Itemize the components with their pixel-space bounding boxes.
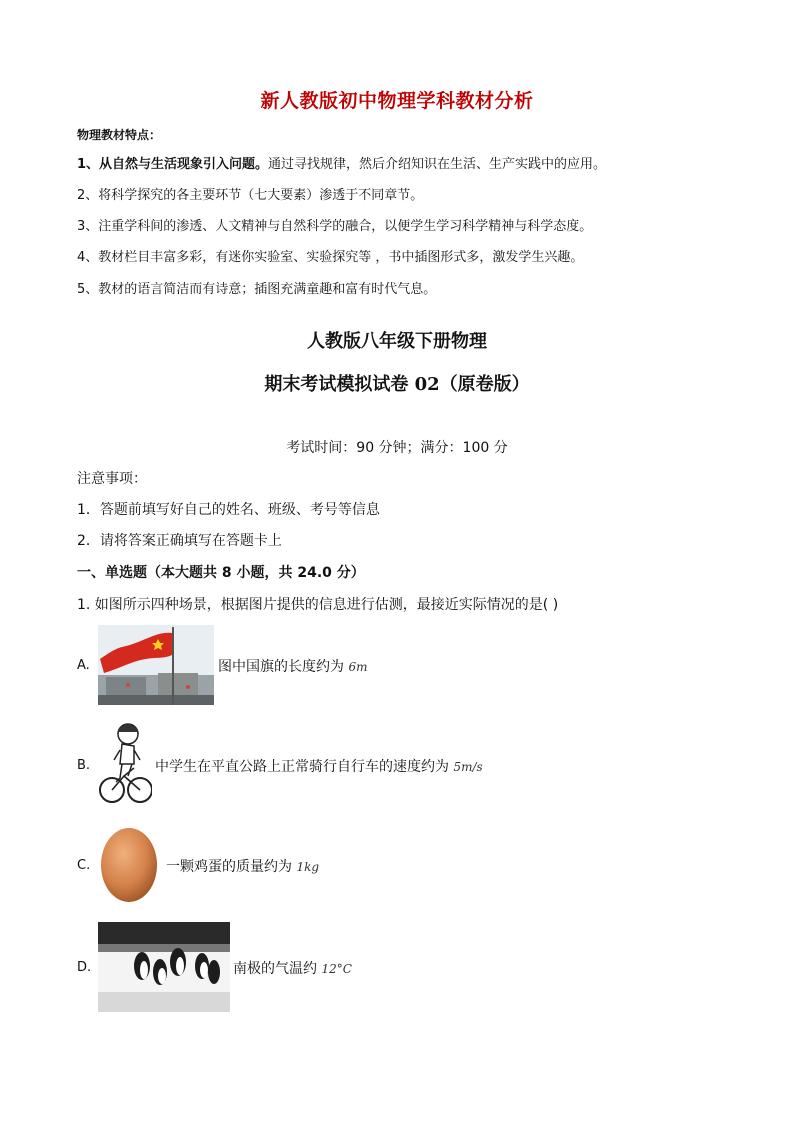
flag-illustration: [98, 625, 214, 705]
option-letter: C.: [77, 858, 91, 873]
feature-item: 2、将科学探究的各主要环节（七大要素）渗透于不同章节。: [77, 188, 424, 203]
feature-item: [77, 157, 606, 173]
option-unit: 5m/s: [453, 760, 483, 774]
option-label: 图中国旗的长度约为: [218, 659, 344, 675]
option-letter: A.: [77, 658, 90, 673]
egg-illustration: [98, 822, 160, 904]
notice-title: 注意事项：: [77, 471, 147, 487]
exam-subtitle: 期末考试模拟试卷 02（原卷版）: [264, 374, 530, 395]
penguins-illustration: [98, 922, 230, 1012]
egg-photo: [98, 822, 160, 904]
exam-title: 人教版八年级下册物理: [307, 331, 487, 352]
section-heading: 一、单选题（本大题共 8 小题，共 24.0 分）: [77, 565, 365, 581]
cyclist-drawing: [98, 720, 152, 806]
notice-item: 2．请将答案正确填写在答题卡上: [77, 533, 282, 549]
option-text: [155, 756, 483, 776]
option-text: [233, 958, 352, 978]
features-title: 物理教材特点：: [77, 128, 162, 142]
feature-lead: 1、从自然与生活现象引入问题。: [77, 157, 269, 172]
option-label: 中学生在平直公路上正常骑行自行车的速度约为: [155, 759, 449, 775]
option-text: [218, 656, 367, 676]
option-letter: D.: [77, 960, 92, 975]
option-label: 南极的气温约: [233, 961, 317, 977]
option-unit: 6m: [348, 660, 368, 674]
option-label: 一颗鸡蛋的质量约为: [166, 859, 292, 875]
feature-item: 3、注重学科间的渗透、人文精神与自然科学的融合，以便学生学习科学精神与科学态度。: [77, 219, 593, 234]
feature-text: 通过寻找规律，然后介绍知识在生活、生产实践中的应用。: [268, 157, 607, 172]
option-letter: B.: [77, 758, 91, 773]
option-unit: 12°C: [321, 962, 352, 976]
penguins-photo: [98, 922, 230, 1012]
flag-photo: [98, 625, 214, 705]
option-unit: 1kg: [296, 860, 320, 874]
exam-info: 考试时间：90 分钟；满分：100 分: [286, 440, 508, 456]
feature-item: 4、教材栏目丰富多彩，有迷你实验室、实验探究等 ，书中插图形式多，激发学生兴趣。: [77, 250, 584, 265]
option-text: [166, 856, 319, 876]
question-stem: 1. 如图所示四种场景，根据图片提供的信息进行估测，最接近实际情况的是( ): [77, 597, 559, 613]
feature-item: 5、教材的语言简洁而有诗意；插图充满童趣和富有时代气息。: [77, 282, 437, 297]
banner-title: 新人教版初中物理学科教材分析: [260, 90, 534, 112]
notice-item: 1．答题前填写好自己的姓名、班级、考号等信息: [77, 502, 380, 518]
cyclist-illustration: [98, 720, 152, 806]
